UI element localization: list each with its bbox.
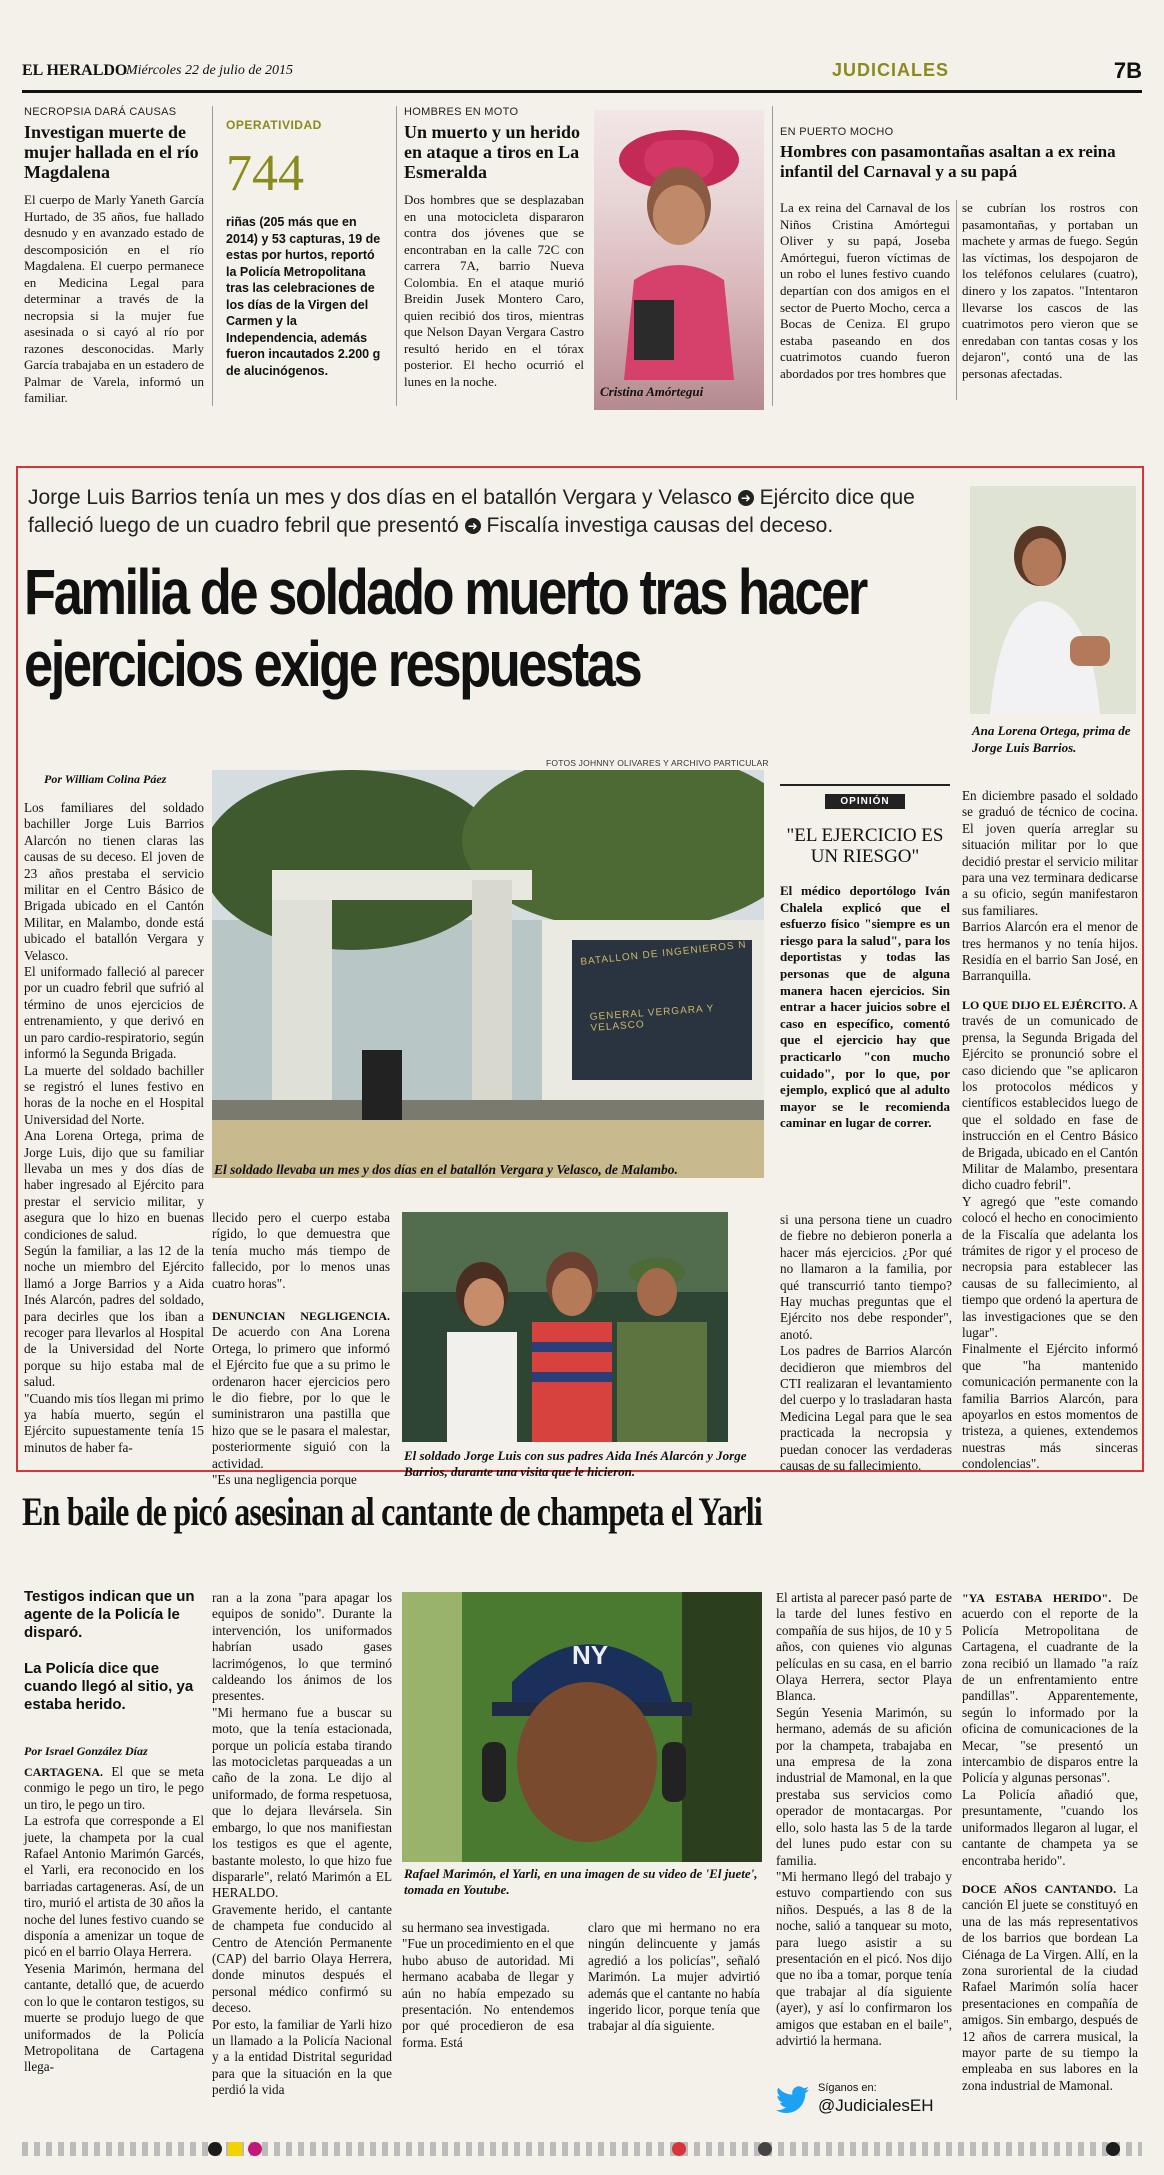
- ana-lorena-photo: [970, 486, 1136, 714]
- yarli-caption: Rafael Marimón, el Yarli, en una imagen de su video de 'El juete', tomada en Youtube.: [404, 1866, 758, 1897]
- bottom-headline: En baile de picó asesinan al cantante de champeta el Yarli: [22, 1489, 762, 1534]
- subhead: DOCE AÑOS CANTANDO.: [962, 1881, 1117, 1896]
- bottom-col-1-text: El que se meta conmigo le pego un tiro, le pego un tiro, le pego un tiro. La estrofa que corresponde a El juete, la champeta por la cual Rafael Antonio Marimón Garcés, el Yarli, era reconocido en los barriadas cartageneras. Así, de un tiro, murió el artista de 30 años la noche del lunes festivo cuando se disponía a amenizar un toque de picó en el barrio Olaya Herrera. Yesenia Marimón, hermana del cantante, detalló que, de acuerdo con lo que le contaron testigos, su muerte se produjo luego de que uniformados de la Policía Metropolitana de Cartagena llega-: [24, 1764, 204, 2075]
- arrow-right-icon: ➜: [465, 518, 481, 534]
- bottom-col-4-text: El artista al parecer pasó parte de la tarde del lunes festivo en compañía de sus hijos, de 10 y 5 años, con quienes vio algunas películas en su casa, en el barrio Olaya Herrera, sector Playa Blanca. Según Yesenia Marimón, su hermano, además de su afición por la champeta, trabajaba en una empresa de la zona industrial de Mamonal, en la que prestaba sus servicios como operador de montacargas. Por ello, solo hasta las 5 de la tarde del lunes pudo estar con su familia. "Mi hermano llegó del trabajo y estuvo compartiendo con sus niños. Después, a las 8 de la noche, salió a tanquear su moto, para luego asistir a su presentación en el picó. Nos dijo que no iba a tomar, porque tenía que trabajar al día siguiente (ayer), y así lo confirmaron los amigos que estaban en el baile", advirtió la hermana.: [776, 1590, 952, 2048]
- bottom-col-3b: [588, 1920, 760, 2035]
- battalion-caption: El soldado llevaba un mes y dos días en el batallón Vergara y Velasco, de Malambo.: [214, 1162, 678, 1177]
- cap-logo: NY: [572, 1640, 609, 1670]
- main-summary: [28, 484, 958, 540]
- opinion-quote: "EL EJERCICIO ES UN RIESGO": [786, 825, 944, 867]
- main-byline: Por William Colina Páez: [44, 772, 167, 786]
- main-col-4-text: A través de un comunicado de prensa, la Segunda Brigada del Ejército se pronunció sobre el caso diciendo que "se aplicaron los protocolos médicos y científicos establecidos luego de que el soldado en fase de instrucción en el Centro Básico de Brigada, ubicado en el Cantón Militar de Malambo, presentara dicho cuadro febril". Y agregó que "este comando colocó el hecho en conocimiento de la Fiscalía que adelanta los trámites de rigor y el proceso de necropsia para establecer las causas de su fallecimiento, al tiempo que ordenó la apertura de las investigaciones que se den lugar". Finalmente el Ejército informó que "ha mantenido comunicación permanente con la familia Barrios Alarcón, para apoyarlos en estos momentos de tristeza, a quienes, extendemos nuestras más sinceras condolencias".: [962, 996, 1139, 1472]
- bottom-col-5-text: La canción El juete se constituyó en una de las más representativos de los barrios que bordean La Ciénaga de La Virgen. Allí, en la zona suroriental de la ciudad Rafael Marimón solía hacer presentaciones en compañía de amigos. Sin embargo, después de 12 años de carrera musical, la mayor parte de su tiempo la empleaba en sus labores en la zona industrial de Mamonal.: [962, 1880, 1138, 2093]
- twitter-handle[interactable]: @JudicialesEH: [818, 2096, 934, 2115]
- brief-col: La ex reina del Carnaval de los Niños Cristina Amórtegui Oliver y su papá, Joseba Amórtegui, fueron víctimas de un robo el lunes festivo cuando departían con dos amigos en el sector de Puerto Mocho, cerca a Bocas de Ceniza. El grupo estaba paseando en dos cuatrimotos cuando fueron abordados por tres hombres que: [780, 200, 950, 381]
- bottom-col-2-text: ran a la zona "para apagar los equipos de sonido". Durante la intervención, los uniformados habrían usado gases lacrimógenos, lo que terminó caldeando los ánimos de los presentes. "Mi hermano fue a buscar su moto, que la tenía estacionada, porque un policía estaba tirando las motocicletas parqueadas a un caño de la zona. Le dijo al uniformado, de forma respetuosa, que lo dejara llevársela. Sin embargo, lo que nos manifiestan los testigos es que el agente, bastante molesto, lo que hizo fue dispararle", relató Marimón a EL HERALDO. Gravemente herido, el cantante de champeta fue conducido al Centro de Atención Permanente (CAP) del barrio Olaya Herrera, donde minutos después el personal médico confirmó su deceso. Por esto, la familiar de Yarli hizo un llamado a la Policía Nacional y a la entidad Distrital seguridad para que la situación en la que perdió la vida: [212, 1590, 392, 2098]
- summary-part: Jorge Luis Barrios tenía un mes y dos días en el batallón Vergara y Velasco: [28, 486, 732, 509]
- brief-kicker: HOMBRES EN MOTO: [404, 106, 519, 118]
- main-col-4: [962, 788, 1138, 1473]
- deck-line: Testigos indican que un agente de la Policía le disparó.: [24, 1588, 195, 1641]
- bottom-col-1: [24, 1764, 204, 2076]
- brief-title: Un muerto y un herido en ataque a tiros en La Esmeralda: [404, 122, 581, 182]
- main-col-1-text: Los familiares del soldado bachiller Jorge Luis Barrios Alarcón no tienen claras las causas de su deceso. El joven de 23 años prestaba el servicio militar en el Centro Básico de Brigada ubicado en el Cantón Militar, en Malambo, donde está ubicado el batallón Vergara y Velasco. El uniformado falleció al parecer por un cuadro febril que sufrió al término de unos ejercicios de entrenamiento, y que derivó en un paro cardio-respiratorio, según informó la Segunda Brigada. La muerte del soldado bachiller se registró el lunes festivo en horas de la noche en el Hospital Universidad del Norte. Ana Lorena Ortega, prima de Jorge Luis, dijo que su familiar llevaba un mes y dos días de haber ingresado al Ejército para prestar el servicio militar, y asegura que lo hizo en buenas condiciones de salud. Según la familiar, a las 12 de la noche un miembro del Ejército llamó a Jorge Barrios y a Aida Inés Alarcón, padres del soldado, para decirles que los iban a recoger para llevarlos al Hospital de la Universidad del Norte porque su hijo estaba mal de salud. "Cuando mis tíos llegan mi primo ya había muerto, según el Ejército supuestamente tenía 15 minutos de haber fa-: [24, 800, 204, 1455]
- main-col-2: [212, 1210, 390, 1489]
- brief-body: Dos hombres que se desplazaban en una motocicleta dispararon contra dos jóvenes que se encontraban en la calle 72C con carrera 7A, barrio Nueva Colombia. En el ataque murió Breidin Jusek Montero Caro, quien recibió dos tiros, mientras que Nelson Dayan Vergara Castro resultó herido en el tórax posterior. El hecho ocurrió el lunes en la noche.: [404, 192, 584, 389]
- page-number: 7B: [1113, 58, 1142, 83]
- yarli-illustration: [402, 1592, 762, 1862]
- bottom-col-5: [962, 1590, 1138, 2094]
- summary-part: Ejército dice que falleció luego de un cuadro febril que presentó: [28, 486, 915, 537]
- bottom-deck: [24, 1588, 204, 1759]
- print-registration-strip: [22, 2142, 1142, 2156]
- section-name: JUDICIALES: [832, 60, 950, 80]
- bottom-col-2: [212, 1590, 392, 2099]
- subhead: DENUNCIAN NEGLIGENCIA.: [212, 1309, 390, 1324]
- opinion-body: El médico deportólogo Iván Chalela explicó que el esfuerzo físico "siempre es un riesgo para la salud", para los deportistas y todas las personas que de alguna manera hacen ejercicios. Sin entrar a hacer juicios sobre el caso en específico, comentó que el ejercicio hay que practicarlo "con mucho cuidado", por lo que, por ejemplo, explicó que al adulto mayor se le recomienda caminar en lugar de correr.: [780, 883, 950, 1131]
- brief-puerto-mocho: [780, 126, 1140, 182]
- issue-date: Miércoles 22 de julio de 2015: [126, 63, 294, 78]
- masthead: [22, 58, 1142, 88]
- stat-kicker: OPERATIVIDAD: [226, 118, 322, 132]
- brief-river: [24, 106, 204, 407]
- main-col-2-text: llecido pero el cuerpo estaba rígido, lo que demuestra que tenía mucho más tiempo de fallecido, por lo menos unas cuatro horas".: [212, 1210, 390, 1291]
- ana-lorena-caption: Ana Lorena Ortega, prima de Jorge Luis Barrios.: [972, 723, 1131, 755]
- main-col-1: [24, 800, 204, 1456]
- summary-part: Fiscalía investiga causas del deceso.: [486, 514, 834, 537]
- cristina-photo: [594, 110, 764, 410]
- bottom-col-3-text: su hermano sea investigada. "Fue un procedimiento en el que hubo abuso de autoridad. Mi hermano acababa de llegar y aún no había empezado su presentación. No entendemos por qué procedieron de esa forma. Está: [402, 1920, 575, 2050]
- bottom-col-3b-text: claro que mi hermano no era ningún delincuente y jamás agredió a los policías", señaló Marimón. La mujer advirtió además que el cantante no había ingerido licor, porque tenía que trabajar al día siguiente.: [588, 1920, 760, 2034]
- family-photo: [402, 1212, 728, 1442]
- twitter-promo[interactable]: [776, 2082, 976, 2126]
- brief-col: se cubrían los rostros con pasamontañas, y portaban un machete y armas de fuego. Según las víctimas, los despojaron de los teléfonos celulares (cuatro), dinero y los zapatos. "Intentaron llevarse los cascos de las cuatrimotos pero vieron que se enredaban con tantas cosas y los dejaron", contó una de las personas afectadas.: [962, 200, 1138, 381]
- yarli-photo: [402, 1592, 762, 1862]
- main-col-3: [780, 1212, 952, 1475]
- stat-body: riñas (205 más que en 2014) y 53 capturas, 19 de estas por hurtos, reportó la Policía Metropolitana tras las celebraciones de los días de la Virgen del Carmen y la Independencia, además fueron incautados 2.200 g de alucinógenos.: [226, 215, 381, 378]
- cristina-caption: Cristina Amórtegui: [600, 384, 704, 399]
- opinion-box: [780, 784, 950, 1132]
- battalion-sign: GENERAL VERGARA Y VELASCO: [589, 1003, 715, 1034]
- stat-box: [226, 118, 386, 379]
- opinion-label: OPINIÓN: [825, 794, 905, 809]
- photo-credit: FOTOS JOHNNY OLIVARES Y ARCHIVO PARTICULAR: [546, 758, 769, 768]
- brief-moto: [404, 106, 584, 390]
- arrow-right-icon: ➜: [738, 490, 754, 506]
- battalion-illustration: [212, 770, 764, 1178]
- brief-kicker: EN PUERTO MOCHO: [780, 126, 894, 138]
- subhead: CARTAGENA.: [24, 1765, 104, 1779]
- battalion-sign: BATALLON DE INGENIEROS N: [579, 939, 748, 968]
- bottom-col-5-text: De acuerdo con el reporte de la Policía Metropolitana de Cartagena, el cuadrante de la zona recibió un llamado "a raíz de un enfrentamiento entre pandillas". Apparentemente, según lo informado por la oficina de comunicaciones de la Mecar, "se presentó un intercambio de disparos entre la Policía y algunas personas". La Policía añadió que, presuntamente, "cuando los uniformados llegaron al lugar, el cantante de champeta ya se encontraba herido".: [962, 1590, 1138, 1868]
- brief-kicker: NECROPSIA DARÁ CAUSAS: [24, 106, 177, 118]
- twitter-label: Síganos en:: [818, 2082, 877, 2094]
- twitter-bird-icon: [776, 2086, 810, 2114]
- subhead: LO QUE DIJO EL EJÉRCITO.: [962, 997, 1126, 1012]
- family-illustration: [402, 1212, 728, 1442]
- stat-number: 744: [226, 145, 304, 202]
- bottom-byline: Por Israel González Díaz: [24, 1744, 148, 1758]
- masthead-rule: [22, 90, 1142, 93]
- girl-illustration: [594, 110, 764, 380]
- subhead: "YA ESTABA HERIDO".: [962, 1591, 1112, 1605]
- main-headline: Familia de soldado muerto tras hacer ejercicios exige respuestas: [24, 556, 866, 700]
- bottom-col-4: [776, 1590, 952, 2049]
- main-col-4-text: En diciembre pasado el soldado se graduó de técnico de cocina. El joven quería arreglar su situación militar por lo que decidió prestar el servicio militar para una vez terminara dedicarse a su oficio, según manifestaron sus familiares. Barrios Alarcón era el menor de tres hermanos y no tenía hijos. Residía en el barrio San José, en Barranquilla.: [962, 788, 1138, 984]
- brief-title: Hombres con pasamontañas asaltan a ex reina infantil del Carnaval y a su papá: [780, 142, 1116, 181]
- brief-title: Investigan muerte de mujer hallada en el río Magdalena: [24, 122, 199, 182]
- brief-body: El cuerpo de Marly Yaneth García Hurtado, de 35 años, fue hallado desnudo y en avanzado estado de descomposición en el río Magdalena. El cuerpo permanece en Medicina Legal para determinar a través de la necropsia si la mujer fue asesinada o si cayó al río por razones desconocidas. Marly García trabajaba en un estadero de Palmar de Varela, informó un familiar.: [24, 192, 204, 405]
- woman-illustration: [970, 486, 1136, 714]
- main-col-2-text: De acuerdo con Ana Lorena Ortega, lo primero que informó el Ejército fue que a su primo le ordenaron hacer ejercicios pero le dio fiebre, por lo que le suministraron una pastilla que hizo que se le pasara el malestar, posteriormente siguió con la actividad. "Es una negligencia porque: [212, 1324, 390, 1488]
- deck-line: La Policía dice que cuando llegó al sitio, ya estaba herido.: [24, 1660, 194, 1713]
- bottom-col-3: [402, 1920, 574, 2051]
- family-caption: El soldado Jorge Luis con sus padres Aida Inés Alarcón y Jorge Barrios, durante una visita que le hicieron.: [404, 1448, 747, 1479]
- paper-name: EL HERALDO: [22, 62, 128, 79]
- battalion-photo: [212, 770, 764, 1178]
- main-col-3-text: si una persona tiene un cuadro de fiebre no debieron ponerla a hacer más ejercicios. ¿Por qué no llamaron a la familia, por qué transcurrió tanto tiempo? Hay muchas preguntas que el Ejército nos debe responder", anotó. Los padres de Barrios Alarcón decidieron que miembros del CTI realizaran el levantamiento del cuerpo y lo trasladaran hasta Medicina Legal para que le sea practicada la necropsia y puedan conocer las verdaderas causas de su fallecimiento.: [780, 1212, 952, 1474]
